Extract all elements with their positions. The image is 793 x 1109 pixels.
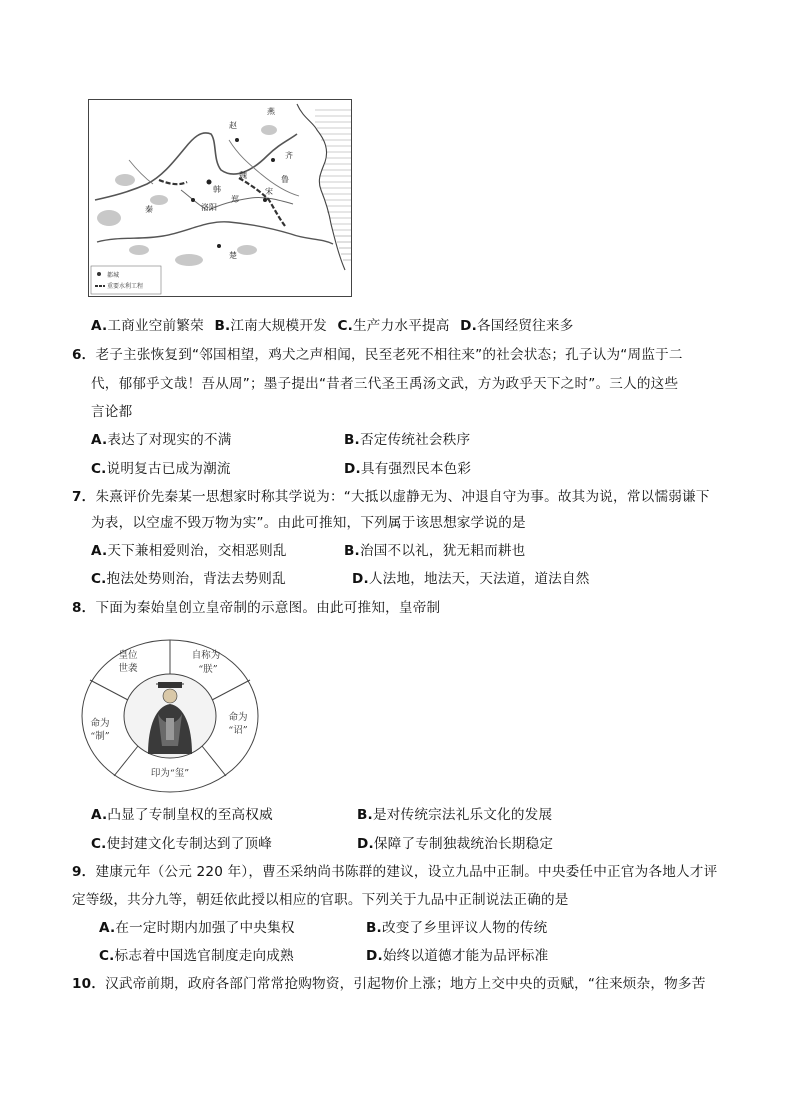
legend-water-label: 重要水利工程 <box>107 283 144 290</box>
q7-option-c <box>91 570 286 588</box>
q9-option-b-letter: B. <box>366 920 382 936</box>
q8-option-a <box>91 806 273 824</box>
q7-stem-line1 <box>72 488 710 506</box>
wheel-left-2: “制” <box>90 731 110 742</box>
q6-option-a-letter: A. <box>91 432 108 448</box>
q6-option-b <box>344 431 470 449</box>
map-label-luoyang: 洛阳 <box>201 203 217 212</box>
map-label-chu: 楚 <box>229 251 237 260</box>
q8-number: 8． <box>72 600 96 616</box>
legend-capital-label: 都城 <box>107 272 120 279</box>
map-label-lu: 鲁 <box>281 175 289 184</box>
map-label-yan: 燕 <box>267 107 275 116</box>
q10-stem-line1 <box>72 975 706 993</box>
q9-option-d-text: 始终以道德才能为品评标准 <box>382 948 549 964</box>
q6-option-c <box>91 460 231 478</box>
q9-option-b <box>366 919 547 937</box>
q5-option-d: 各国经贸往来多 <box>476 318 574 334</box>
q5-option-b: 江南大规模开发 <box>230 318 327 334</box>
q6-stem-text1: 老子主张恢复到“邻国相望，鸡犬之声相闻，民至老死不相往来”的社会状态；孔子认为“周监于二 <box>95 347 683 363</box>
wheel-right-2: “诏” <box>228 725 248 736</box>
q6-option-a <box>91 431 232 449</box>
q7-option-d-letter: D. <box>352 571 369 587</box>
wheel-top-right-1: 自称为 <box>191 650 221 661</box>
q9-option-d-letter: D. <box>366 948 383 964</box>
q7-stem-text1: 朱熹评价先秦某一思想家时称其学说为：“大抵以虚静无为、冲退自守为事。故其为说，常以懦弱谦下 <box>95 489 710 505</box>
q8-option-d <box>357 835 553 853</box>
map-label-zhao: 赵 <box>229 121 237 130</box>
q8-option-d-text: 保障了专制独裁统治长期稳定 <box>373 836 554 852</box>
emperor-system-diagram <box>78 636 262 796</box>
emperor-wheel-figure <box>78 636 262 796</box>
q9-option-c-letter: C. <box>99 948 115 964</box>
q6-option-c-letter: C. <box>91 461 107 477</box>
q8-stem-line1 <box>72 599 440 617</box>
q7-option-d-text: 人法地，地法天，天法道，道法自然 <box>368 571 590 587</box>
q7-option-b-text: 治国不以礼，犹无耜而耕也 <box>359 543 526 559</box>
q9-option-a-text: 在一定时期内加强了中央集权 <box>115 920 295 936</box>
q8-option-a-text: 凸显了专制皇权的至高权威 <box>107 807 273 823</box>
q7-number: 7． <box>72 489 96 505</box>
q5-option-c-letter: C. <box>337 318 354 334</box>
q7-option-c-text: 抱法处势则治，背法去势则乱 <box>106 571 286 587</box>
q6-number: 6． <box>72 347 96 363</box>
q6-option-d <box>344 460 471 478</box>
q10-number: 10． <box>72 976 106 992</box>
q7-option-b <box>344 542 525 560</box>
q8-option-c <box>91 835 272 853</box>
q8-option-c-letter: C. <box>91 836 107 852</box>
q9-stem-line1 <box>72 863 717 881</box>
q5-options-row <box>91 317 574 335</box>
q8-stem-text1: 下面为秦始皇创立皇帝制的示意图。由此可推知，皇帝制 <box>95 600 441 616</box>
q9-stem-line2: 定等级，共分九等，朝廷依此授以相应的官职。下列关于九品中正制说法正确的是 <box>72 892 569 908</box>
q7-option-a <box>91 542 287 560</box>
wheel-top-left-2: 世袭 <box>118 663 138 674</box>
map-label-qin: 秦 <box>145 205 153 214</box>
q7-option-a-text: 天下兼相爱则治，交相恶则乱 <box>107 543 287 559</box>
q7-option-a-letter: A. <box>91 543 108 559</box>
map-label-qi: 齐 <box>285 151 293 160</box>
q5-option-d-letter: D. <box>460 318 477 334</box>
q9-stem-text1: 建康元年（公元 220 年），曹丕采纳尚书陈群的建议，设立九品中正制。中央委任中正官为各地人才评 <box>95 864 718 880</box>
wheel-left-1: 命为 <box>90 718 110 729</box>
wheel-top-left-1: 皇位 <box>118 650 138 661</box>
q8-option-d-letter: D. <box>357 836 374 852</box>
map-label-zheng: 郑 <box>231 195 239 204</box>
q5-option-c: 生产力水平提高 <box>353 318 450 334</box>
q5-option-b-letter: B. <box>214 318 231 334</box>
q6-option-c-text: 说明复古已成为潮流 <box>106 461 231 477</box>
q9-option-d <box>366 947 548 965</box>
q5-option-a-letter: A. <box>91 318 108 334</box>
q8-option-b <box>357 806 552 824</box>
q9-option-a <box>99 919 295 937</box>
map-label-song: 宋 <box>265 187 273 196</box>
q7-stem-line2: 为表，以空虚不毁万物为实”。由此可推知，下列属于该思想家学说的是 <box>91 515 526 531</box>
wheel-bottom: 印为“玺” <box>150 768 190 779</box>
q9-option-a-letter: A. <box>99 920 116 936</box>
q6-option-d-text: 具有强烈民本色彩 <box>360 461 472 477</box>
wheel-right-1: 命为 <box>228 712 248 723</box>
q9-option-b-text: 改变了乡里评议人物的传统 <box>381 920 548 936</box>
map-label-han: 韩 <box>213 185 221 194</box>
q10-stem-text1: 汉武帝前期，政府各部门常常抢购物资，引起物价上涨；地方上交中央的贡赋，“往来烦杂，物多苦 <box>105 976 706 992</box>
map-label-wei: 魏 <box>239 171 247 180</box>
q6-stem-line3: 言论都 <box>91 404 133 420</box>
q6-option-b-text: 否定传统社会秩序 <box>359 432 471 448</box>
q6-option-d-letter: D. <box>344 461 361 477</box>
q6-stem-line1 <box>72 346 683 364</box>
q8-option-a-letter: A. <box>91 807 108 823</box>
q9-option-c-text: 标志着中国选官制度走向成熟 <box>114 948 294 964</box>
map-figure <box>89 100 351 296</box>
q5-option-a: 工商业空前繁荣 <box>107 318 204 334</box>
warring-states-map <box>88 99 352 297</box>
q6-option-b-letter: B. <box>344 432 360 448</box>
q8-option-b-text: 是对传统宗法礼乐文化的发展 <box>372 807 553 823</box>
q6-option-a-text: 表达了对现实的不满 <box>107 432 232 448</box>
q7-option-c-letter: C. <box>91 571 107 587</box>
q9-number: 9． <box>72 864 96 880</box>
q8-option-c-text: 使封建文化专制达到了顶峰 <box>106 836 273 852</box>
q8-option-b-letter: B. <box>357 807 373 823</box>
q9-option-c <box>99 947 294 965</box>
q7-option-b-letter: B. <box>344 543 360 559</box>
q6-stem-line2: 代，郁郁乎文哉！吾从周”；墨子提出“昔者三代圣王禹汤文武，方为政乎天下之时”。三人的这些 <box>91 376 679 392</box>
wheel-top-right-2: “朕” <box>198 664 218 675</box>
q7-option-d <box>352 570 590 588</box>
